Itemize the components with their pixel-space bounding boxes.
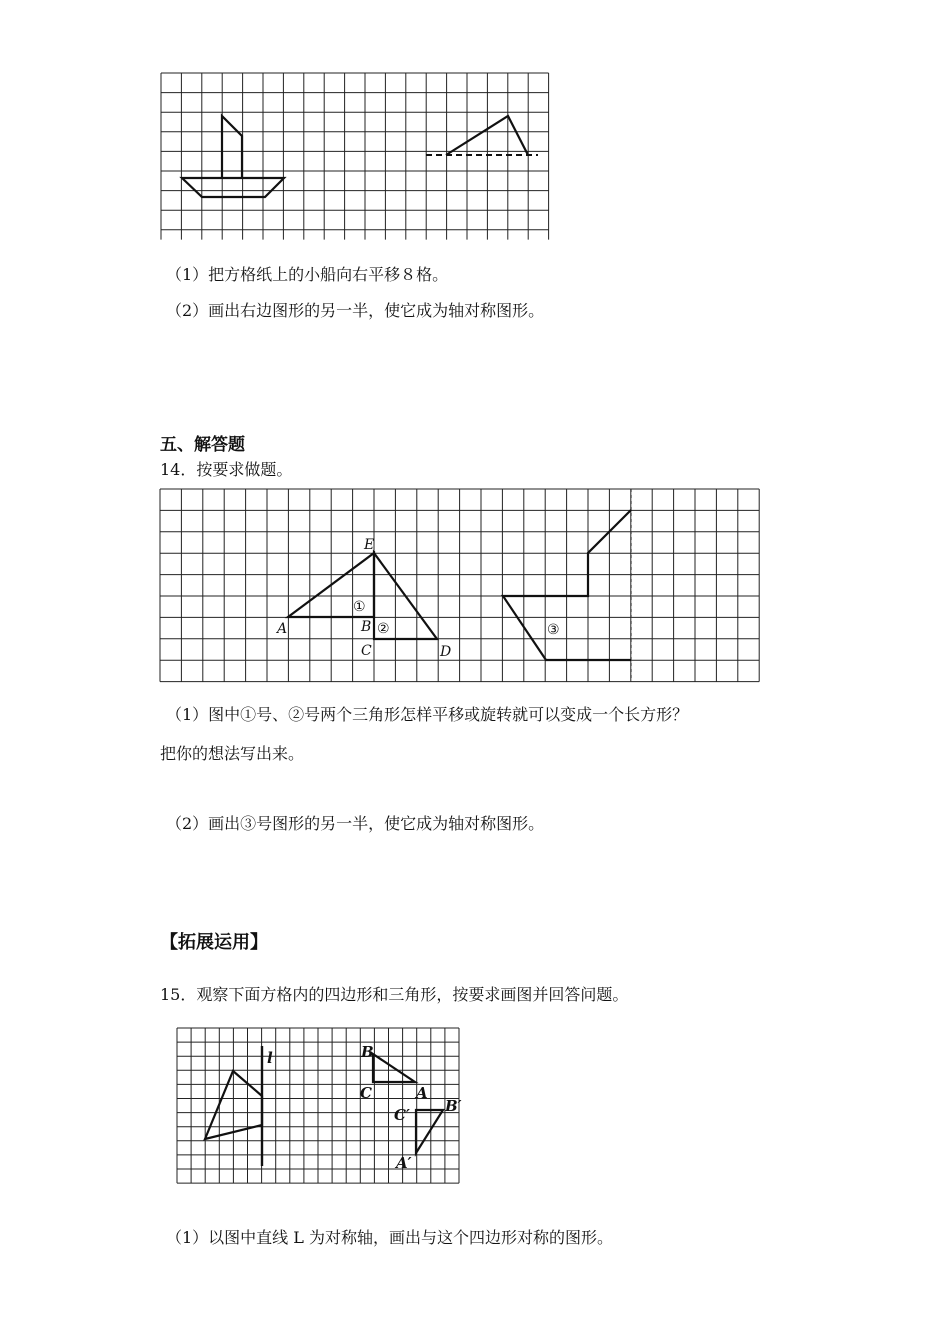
label-E: E bbox=[364, 537, 375, 553]
label-C: C bbox=[360, 1084, 372, 1102]
label-D: D bbox=[440, 644, 452, 660]
q14-part2: （2）画出③号图形的另一半，使它成为轴对称图形。 bbox=[166, 814, 545, 833]
section5-heading: 五、解答题 bbox=[160, 435, 245, 455]
q14-title: 14．按要求做题。 bbox=[160, 460, 293, 479]
label-B: B bbox=[361, 1043, 374, 1061]
label-A-prime: A′ bbox=[396, 1154, 412, 1172]
q14-part1-line1: （1）图中①号、②号两个三角形怎样平移或旋转就可以变成一个长方形？ bbox=[166, 705, 689, 724]
q14-part1-line2: 把你的想法写出来。 bbox=[160, 744, 305, 763]
extension-heading: 【拓展运用】 bbox=[160, 932, 268, 953]
triangle-abc bbox=[373, 1054, 415, 1082]
q15-title: 15．观察下面方格内的四边形和三角形，按要求画图并回答问题。 bbox=[160, 985, 629, 1004]
q15-part1: （1）以图中直线 L 为对称轴，画出与这个四边形对称的图形。 bbox=[166, 1228, 613, 1247]
label-A: A bbox=[416, 1084, 428, 1102]
q13-part1: （1）把方格纸上的小船向右平移８格。 bbox=[166, 265, 449, 284]
label-circled-2: ② bbox=[377, 621, 390, 637]
q13-part2: （2）画出右边图形的另一半，使它成为轴对称图形。 bbox=[166, 301, 545, 320]
label-C-prime: C′ bbox=[394, 1106, 410, 1124]
label-B: B bbox=[361, 619, 372, 635]
label-circled-1: ① bbox=[353, 599, 366, 615]
label-A: A bbox=[277, 621, 288, 637]
label-C: C bbox=[361, 643, 372, 659]
label-circled-3: ③ bbox=[547, 622, 560, 638]
label-l: l bbox=[267, 1049, 273, 1067]
triangle-abc-prime bbox=[416, 1110, 443, 1153]
label-B-prime: B′ bbox=[445, 1097, 462, 1115]
